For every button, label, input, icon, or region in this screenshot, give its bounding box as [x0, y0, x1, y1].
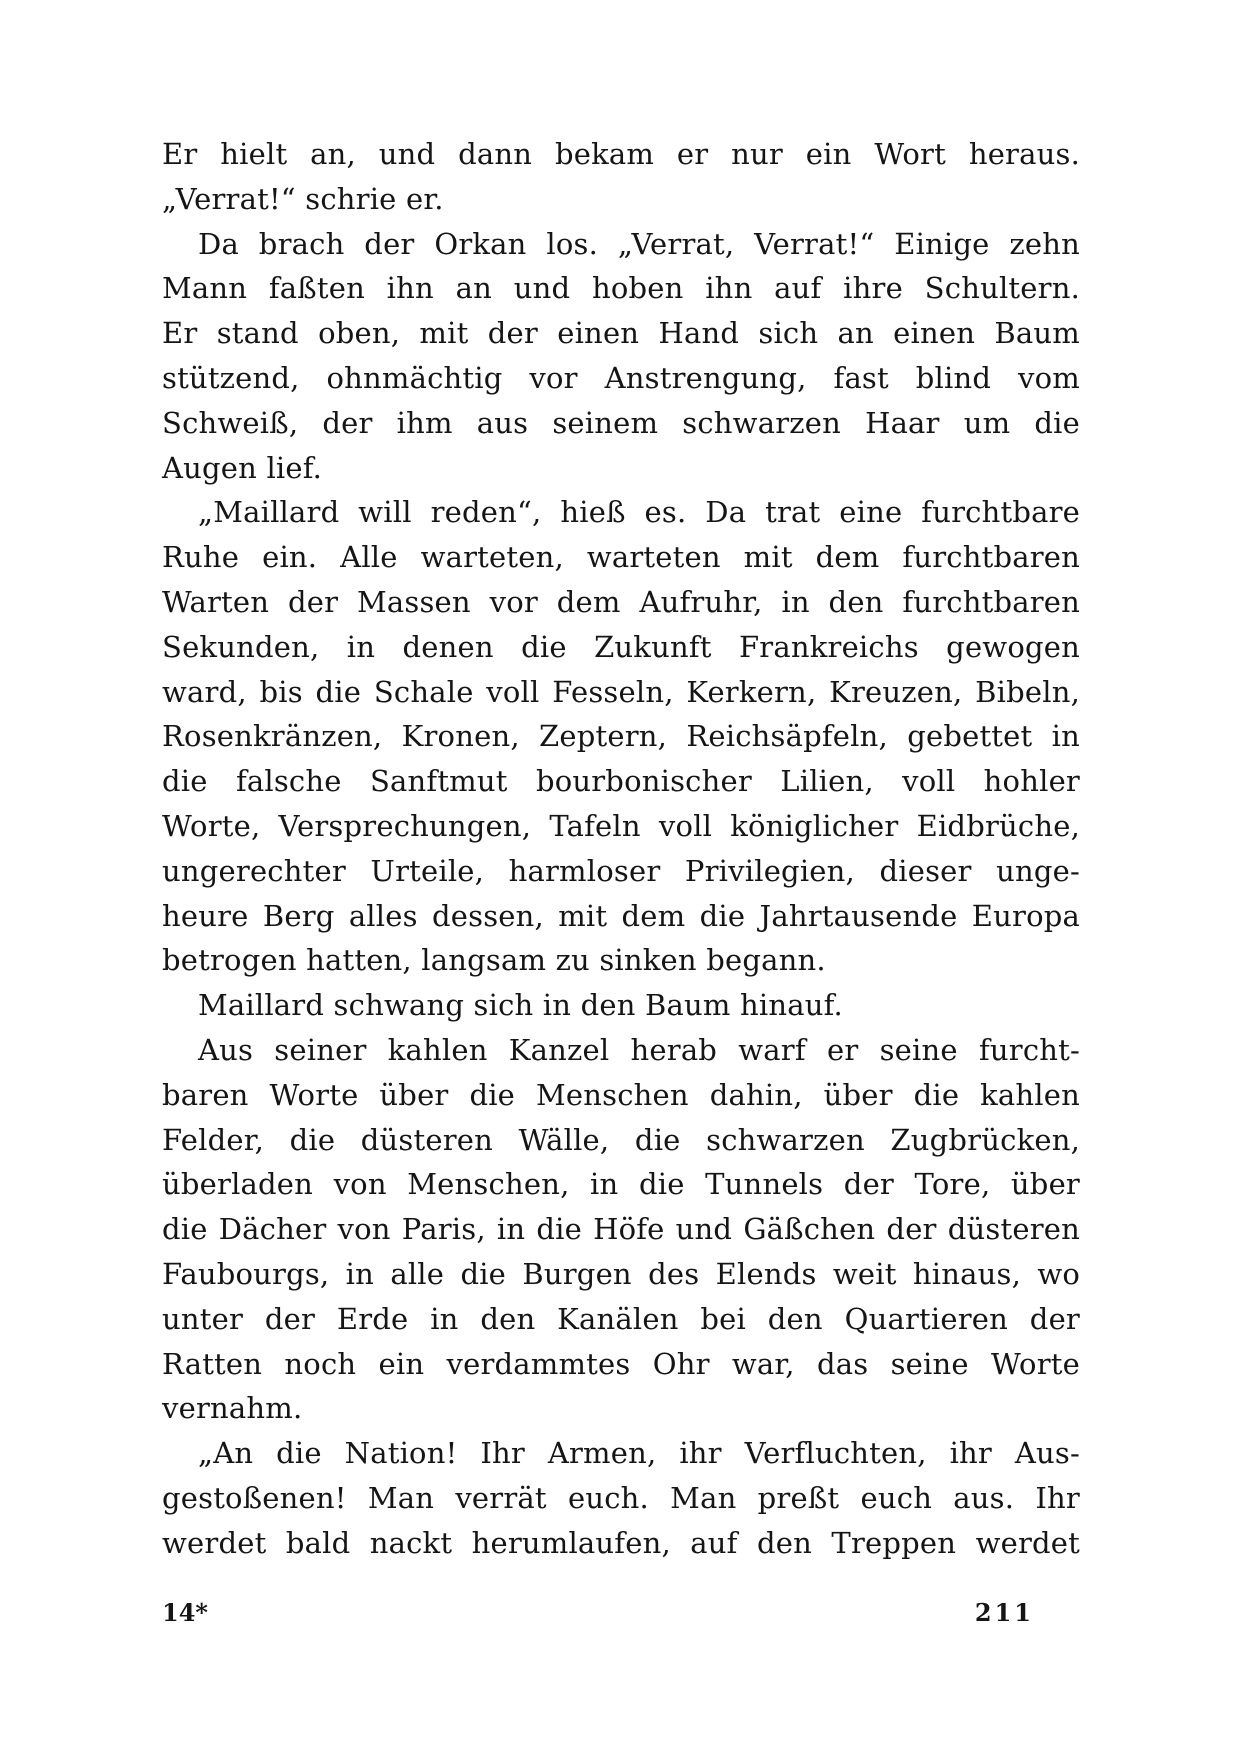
text-line: stützend, ohnmächtig vor Anstrengung, fast blind vom — [162, 360, 1080, 395]
text-line: unter der Erde in den Kanälen bei den Quartieren der — [162, 1301, 1080, 1336]
text-line: ungerechter Urteile, harmloser Privilegien, dieser unge- — [162, 853, 1080, 888]
text-line: Warten der Massen vor dem Aufruhr, in den furchtbaren — [162, 584, 1080, 619]
text-line: ward, bis die Schale voll Fesseln, Kerkern, Kreuzen, Bibeln, — [162, 674, 1080, 709]
text-line: die Dächer von Paris, in die Höfe und Gäßchen der düsteren — [162, 1212, 1080, 1247]
text-line: Worte, Versprechungen, Tafeln voll königlicher Eidbrüche, — [162, 808, 1080, 843]
text-line: Er hielt an, und dann bekam er nur ein Wort heraus. — [162, 137, 1080, 171]
text-line: Er stand oben, mit der einen Hand sich an einen Baum — [162, 316, 1080, 351]
text-line: Da brach der Orkan los. „Verrat, Verrat!“ Einige zehn — [198, 226, 1080, 261]
text-line: „Verrat!“ schrie er. — [162, 181, 444, 216]
page-number: 211 — [974, 1598, 1034, 1627]
text-line: Schweiß, der ihm aus seinem schwarzen Haar um die — [162, 405, 1080, 440]
text-line: Rosenkränzen, Kronen, Zeptern, Reichsäpfeln, gebettet in — [162, 719, 1080, 754]
text-line: Ratten noch ein verdammtes Ohr war, das seine Worte — [162, 1346, 1080, 1381]
text-line: Aus seiner kahlen Kanzel herab warf er seine furcht- — [198, 1032, 1080, 1067]
body-text — [162, 132, 1080, 1566]
text-line: „An die Nation! Ihr Armen, ihr Verfluchten, ihr Aus- — [198, 1436, 1080, 1471]
text-line: Augen lief. — [162, 450, 323, 485]
text-line: überladen von Menschen, in die Tunnels der Tore, über — [162, 1167, 1080, 1202]
text-line: Sekunden, in denen die Zukunft Frankreichs gewogen — [162, 629, 1080, 664]
text-line: Ruhe ein. Alle warteten, warteten mit dem furchtbaren — [162, 540, 1080, 575]
signature-mark: 14* — [162, 1598, 208, 1627]
text-line: heure Berg alles dessen, mit dem die Jahrtausende Europa — [162, 898, 1080, 933]
text-line: Mann faßten ihn an und hoben ihn auf ihre Schultern. — [162, 271, 1080, 306]
text-line: baren Worte über die Menschen dahin, über die kahlen — [162, 1077, 1080, 1112]
text-line: Felder, die düsteren Wälle, die schwarzen Zugbrücken, — [162, 1122, 1080, 1157]
text-line: die falsche Sanftmut bourbonischer Lilien, voll hohler — [162, 764, 1080, 799]
text-line: „Maillard will reden“, hieß es. Da trat eine furchtbare — [198, 495, 1080, 530]
text-line: Faubourgs, in alle die Burgen des Elends weit hinaus, wo — [162, 1256, 1080, 1291]
text-line: betrogen hatten, langsam zu sinken begann. — [162, 943, 826, 978]
text-line: gestoßenen! Man verrät euch. Man preßt euch aus. Ihr — [162, 1480, 1080, 1515]
text-line: Maillard schwang sich in den Baum hinauf. — [198, 988, 843, 1023]
text-line: werdet bald nackt herumlaufen, auf den Treppen werdet — [162, 1525, 1080, 1560]
text-line: vernahm. — [162, 1391, 303, 1426]
